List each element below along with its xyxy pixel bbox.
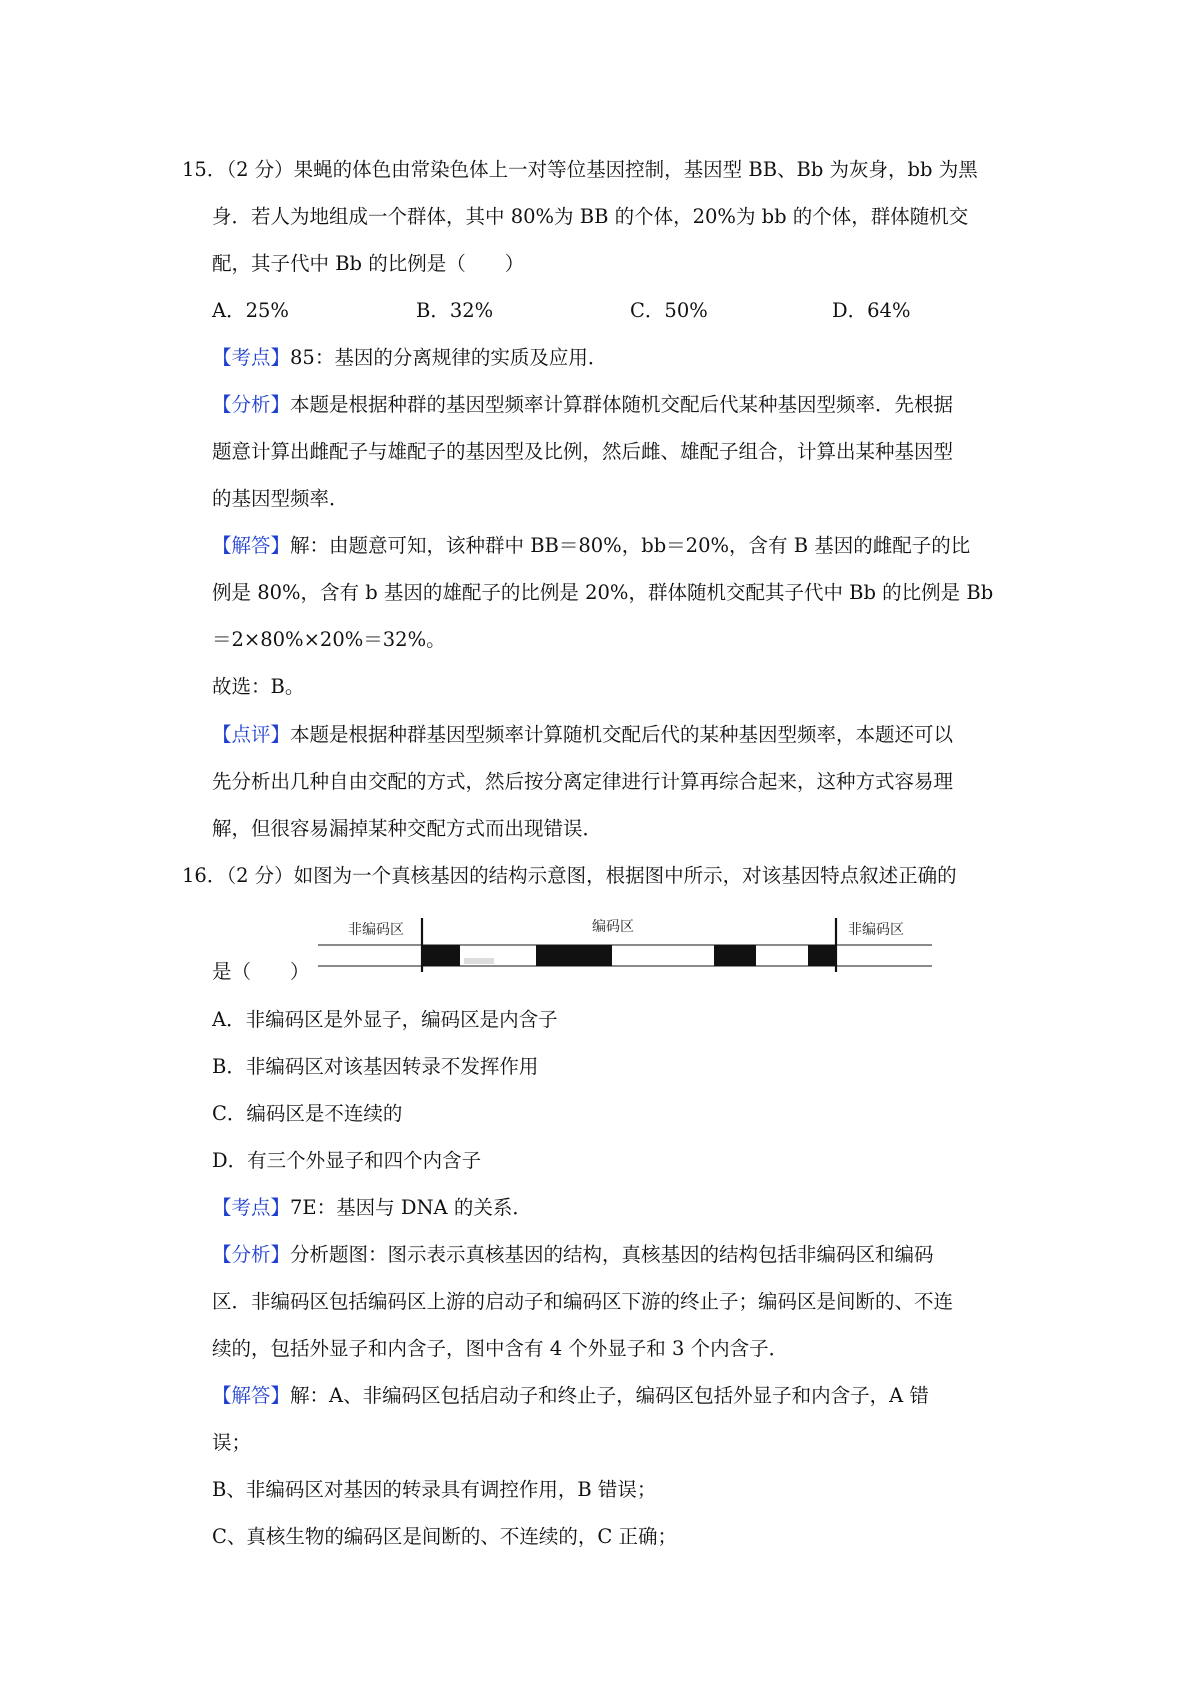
gene-structure-diagram: [318, 914, 932, 980]
jieda-tag: 【解答】: [212, 534, 291, 557]
q16-jieda-line-2: 误；: [212, 1431, 252, 1454]
q15-stem-line-1: 15．（2 分）果蝇的体色由常染色体上一对等位基因控制，基因型 BB、Bb 为灰身，bb 为黑: [182, 158, 978, 181]
jieda-tag: 【解答】: [212, 1384, 291, 1407]
fenxi-tag: 【分析】: [212, 1243, 291, 1266]
q16-option-a: A．非编码区是外显子，编码区是内含子: [212, 1008, 558, 1031]
q15-answer: 故选：B。: [212, 675, 305, 698]
fenxi-tag: 【分析】: [212, 393, 291, 416]
q15-fenxi-line-1: [212, 391, 953, 419]
q16-option-c: C．编码区是不连续的: [212, 1102, 403, 1125]
kaodian-tag: 【考点】: [212, 1196, 291, 1219]
fenxi-text: 本题是根据种群的基因型频率计算群体随机交配后代某种基因型频率．先根据: [290, 393, 954, 416]
figure-label-middle: 编码区: [592, 919, 634, 935]
q16-jieda-line-3: B、非编码区对基因的转录具有调控作用，B 错误；: [212, 1478, 657, 1501]
figure-label-right: 非编码区: [848, 922, 904, 938]
q16-jieda-line-4: C、真核生物的编码区是间断的、不连续的，C 正确；: [212, 1525, 678, 1548]
q16-option-b: B．非编码区对该基因转录不发挥作用: [212, 1055, 539, 1078]
dianping-tag: 【点评】: [212, 723, 291, 746]
jieda-text: 解：由题意可知，该种群中 BB＝80%，bb＝20%，含有 B 基因的雌配子的比: [290, 534, 971, 557]
q16-stem-line-1: 16．（2 分）如图为一个真核基因的结构示意图，根据图中所示，对该基因特点叙述正确的: [182, 864, 957, 887]
q15-fenxi-line-3: 的基因型频率．: [212, 487, 349, 510]
jieda-text: 解：A、非编码区包括启动子和终止子，编码区包括外显子和内含子，A 错: [290, 1384, 929, 1407]
kaodian-text: 85：基因的分离规律的实质及应用．: [290, 346, 608, 369]
q15-option-a: A．25%: [212, 299, 289, 322]
q16-jieda-line-1: [212, 1382, 929, 1410]
q16-fenxi-line-3: 续的，包括外显子和内含子，图中含有 4 个外显子和 3 个内含子．: [212, 1337, 789, 1360]
q16-fenxi-line-2: 区．非编码区包括编码区上游的启动子和编码区下游的终止子；编码区是间断的、不连: [212, 1290, 954, 1313]
kaodian-tag: 【考点】: [212, 346, 291, 369]
q15-jieda-line-1: [212, 532, 970, 560]
exon-block-2: [536, 945, 612, 966]
q15-fenxi-line-2: 题意计算出雌配子与雄配子的基因型及比例，然后雌、雄配子组合，计算出某种基因型: [212, 440, 954, 463]
scan-noise: [464, 958, 494, 964]
q15-kaodian: [212, 344, 607, 372]
exon-block-1: [422, 945, 460, 966]
fenxi-text: 分析题图：图示表示真核基因的结构，真核基因的结构包括非编码区和编码: [290, 1243, 934, 1266]
q15-dianping-line-1: [212, 721, 953, 749]
figure-label-left: 非编码区: [348, 922, 404, 938]
kaodian-text: 7E：基因与 DNA 的关系．: [290, 1196, 532, 1219]
q15-jieda-line-3: ＝2×80%×20%＝32%。: [212, 628, 446, 651]
exon-block-3: [714, 945, 756, 966]
exon-block-4: [808, 945, 836, 966]
q16-option-d: D．有三个外显子和四个内含子: [212, 1149, 482, 1172]
q15-dianping-line-2: 先分析出几种自由交配的方式，然后按分离定律进行计算再综合起来，这种方式容易理: [212, 770, 954, 793]
q16-kaodian: [212, 1194, 532, 1222]
q15-stem-line-3: 配，其子代中 Bb 的比例是（ ）: [212, 252, 525, 275]
q15-option-d: D．64%: [832, 299, 911, 322]
q15-option-b: B．32%: [416, 299, 494, 322]
q16-fenxi-line-1: [212, 1241, 934, 1269]
q15-stem-line-2: 身．若人为地组成一个群体，其中 80%为 BB 的个体，20%为 bb 的个体，群体随机交: [212, 205, 969, 228]
dianping-text: 本题是根据种群基因型频率计算随机交配后代的某种基因型频率，本题还可以: [290, 723, 954, 746]
q16-stem-line-2: 是（ ）: [212, 960, 310, 983]
q15-dianping-line-3: 解，但很容易漏掉某种交配方式而出现错误．: [212, 817, 603, 840]
q15-option-c: C．50%: [630, 299, 708, 322]
q15-jieda-line-2: 例是 80%，含有 b 基因的雄配子的比例是 20%，群体随机交配其子代中 Bb 的比例是 Bb: [212, 581, 994, 604]
